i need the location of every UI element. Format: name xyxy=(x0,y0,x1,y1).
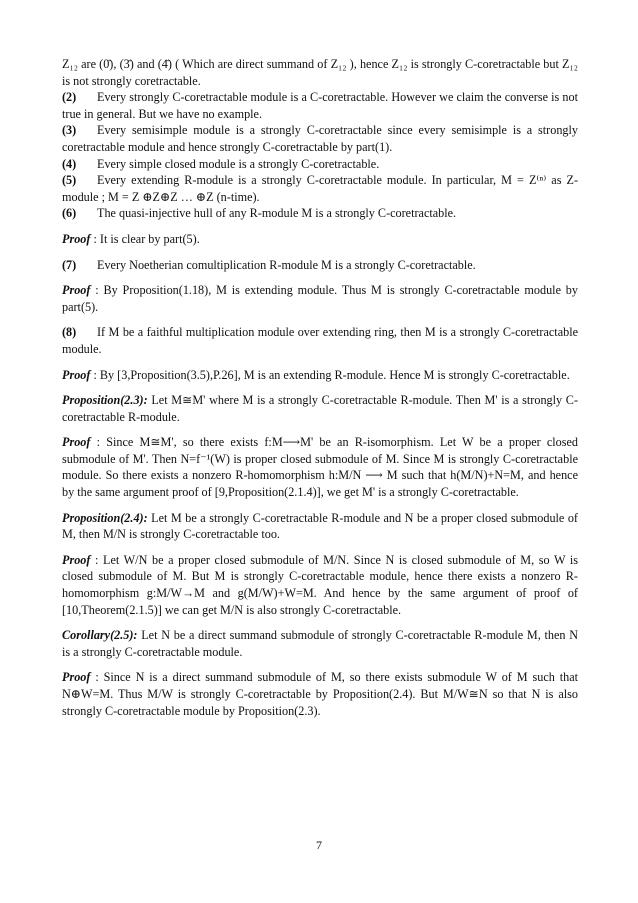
item-number: (2) xyxy=(62,90,77,105)
paragraph-text: Every strongly C-coretractable module is a C-coretractable. However we claim the converse is not true in general. But we have no example. xyxy=(62,90,578,121)
paragraph-label: Proof xyxy=(62,435,91,450)
paragraph-label: Proof xyxy=(62,552,91,567)
paragraph-label: Proposition(2.4): xyxy=(62,510,148,525)
paragraph-text: : It is clear by part(5). xyxy=(90,231,200,246)
proof-or-statement-paragraph xyxy=(62,367,578,384)
paragraph-text: Let M≅M' where M is a strongly C-coretractable R-module. Then M' is a strongly C-coretractable R-module. xyxy=(62,393,578,424)
paragraph-text: : By [3,Proposition(3.5),P.26], M is an extending R-module. Hence M is strongly C-coretractable. xyxy=(90,367,570,382)
proof-or-statement-paragraph xyxy=(62,552,578,618)
paragraph-text: : Let W/N be a proper closed submodule of M/N. Since N is closed submodule of M, so W is closed submodule of M. But M is strongly C-coretractable module, hence there exists a nonzero R-homomorphism g:M/W→M and g(M/W)+W=M. And hence by the same argument of proof of [10,Theorem(2.1.5)] we can get M/N is also strongly C-coretractable. xyxy=(62,552,578,617)
paragraph xyxy=(62,56,578,89)
item-number: (8) xyxy=(62,325,77,340)
item-number: (3) xyxy=(62,123,77,138)
paragraph-text: : By Proposition(1.18), M is extending module. Thus M is strongly C-coretractable module by part(5). xyxy=(62,283,578,314)
paragraph-text: The quasi-injective hull of any R-module M is a strongly C-coretractable. xyxy=(97,206,457,221)
item-number: (5) xyxy=(62,173,77,188)
item-number: (4) xyxy=(62,156,77,171)
numbered-item xyxy=(62,122,578,155)
proof-or-statement-paragraph xyxy=(62,392,578,425)
numbered-item xyxy=(62,205,578,222)
numbered-item xyxy=(62,257,578,274)
paragraph-label: Corollary(2.5): xyxy=(62,628,138,643)
paragraph-label: Proof xyxy=(62,670,91,685)
numbered-item xyxy=(62,156,578,173)
proof-or-statement-paragraph xyxy=(62,627,578,660)
paragraph-text: Z₁₂ are (0̄), (3̄) and (4̄) ( Which are direct summand of Z₁₂ ), hence Z₁₂ is strongly C-coretractable but Z₁₂ is not strongly coretractable. xyxy=(62,57,578,88)
proof-or-statement-paragraph xyxy=(62,282,578,315)
proof-or-statement-paragraph xyxy=(62,434,578,500)
paragraph-text: Every simple closed module is a strongly C-coretractable. xyxy=(97,156,380,171)
paragraph-text: Every Noetherian comultiplication R-module M is a strongly C-coretractable. xyxy=(97,257,476,272)
numbered-item xyxy=(62,172,578,205)
document-body xyxy=(62,56,578,719)
paragraph-text: Let N be a direct summand submodule of strongly C-coretractable R-module M, then N is a strongly C-coretractable module. xyxy=(62,628,578,659)
paragraph-label: Proof xyxy=(62,231,91,246)
item-number: (6) xyxy=(62,206,77,221)
paragraph-label: Proof xyxy=(62,367,91,382)
numbered-item xyxy=(62,89,578,122)
numbered-item xyxy=(62,324,578,357)
proof-or-statement-paragraph xyxy=(62,231,578,248)
paragraph-text: Every semisimple module is a strongly C-coretractable since every semisimple is a strongly coretractable module and hence strongly C-coretractable by part(1). xyxy=(62,123,578,154)
item-number: (7) xyxy=(62,257,77,272)
paragraph-label: Proposition(2.3): xyxy=(62,393,148,408)
paragraph-text: Let M be a strongly C-coretractable R-module and N be a proper closed submodule of M, then M/N is strongly C-coretractable too. xyxy=(62,510,578,542)
paragraph-text: : Since M≅M', so there exists f:M⟶M' be an R-isomorphism. Let W be a proper closed submodule of M'. Then N=f⁻¹(W) is proper closed submodule of M. Since M is strongly C-coretractable module. So there exists a nonzero R-homomorphism h:M/N ⟶ M such that h(M/N)+N=M, and hence by the same argument proof of [9,Proposition(2.1.4)], we get M' is a strongly C-coretractable. xyxy=(62,435,578,500)
paragraph-label: Proof xyxy=(62,283,91,298)
paragraph-text: Every extending R-module is a strongly C-coretractable module. In particular, M = Z⁽ⁿ⁾ as Z-module ; M = Z ⊕Z⊕Z … ⊕Z (n-time). xyxy=(62,173,578,204)
proof-or-statement-paragraph xyxy=(62,510,578,543)
page-number: 7 xyxy=(316,838,322,852)
proof-or-statement-paragraph xyxy=(62,669,578,719)
paragraph-text: If M be a faithful multiplication module over extending ring, then M is a strongly C-coretractable module. xyxy=(62,325,578,356)
paragraph-text: : Since N is a direct summand submodule of M, so there exists submodule W of M such that N⊕W=M. Thus M/W is strongly C-coretractable by Proposition(2.4). But M/W≅N so that N is also strongly C-coretractable module by Proposition(2.3). xyxy=(62,670,578,718)
